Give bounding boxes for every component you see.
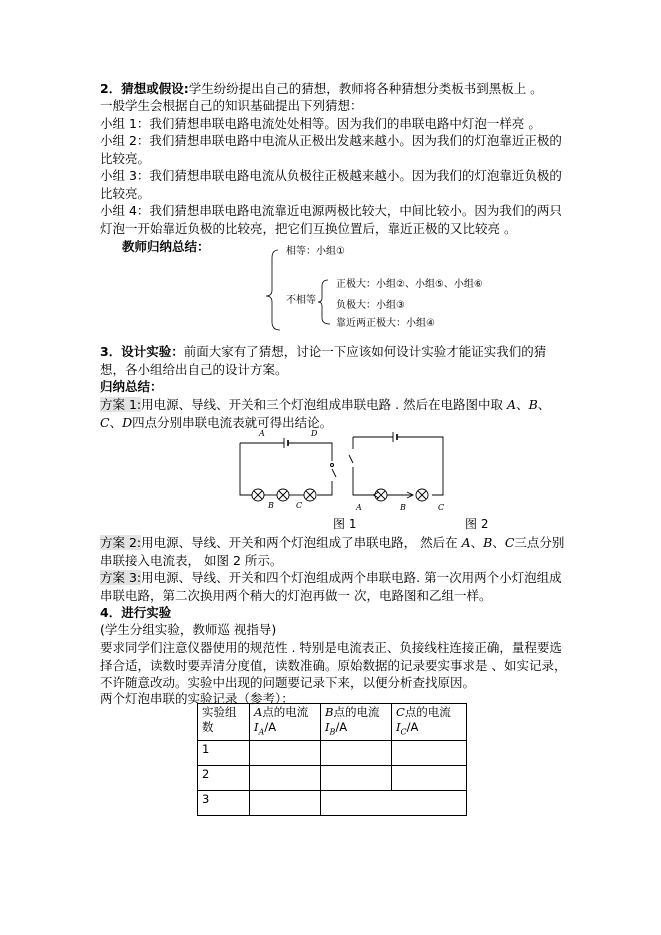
plan2-point-b: B	[483, 535, 493, 550]
row-label-3: 3	[198, 791, 250, 816]
hdr-c-i: I	[396, 720, 401, 734]
hdr-c-point: C	[396, 705, 405, 719]
s4-requirements: 要求同学们注意仪器使用的规范性 . 特别是电流表正、负接线柱连接正确，量程要选择合适，读数时要弄清分度值，读数准确。原始数据的记录要实事求是 、如实记录，不许随意改动。实验中出现的问题要记录下来，以便分析查找原因。	[100, 640, 567, 690]
plan2-part-b: 三点分别串联接入电流表， 如图 2 所示。	[100, 535, 565, 568]
header-a-current	[250, 704, 321, 741]
plan1-label: 方案 1:	[100, 397, 142, 412]
fig2-label-a: A	[356, 503, 362, 512]
s3-intro-text: 前面大家有了猜想，讨论一下应该如何设计实验才能证实我们的猜想，各小组给出自己的设计方案。	[100, 344, 547, 377]
sep-1: 、	[516, 397, 529, 412]
group1-text: 小组 1：我们猜想串联电路电流处处相等。因为我们的串联电路中灯泡一样亮 。	[100, 116, 541, 131]
point-d: D	[122, 414, 133, 430]
header-b-current	[321, 704, 392, 741]
hdr-c-unit: /A	[406, 720, 419, 734]
header-group-count: 实验组数	[198, 704, 250, 741]
table-header-row	[198, 704, 467, 741]
header-c-current	[392, 704, 467, 741]
cell-1-b	[321, 741, 392, 766]
hdr-c-text: 点的电流	[404, 705, 451, 719]
plan3-label: 方案 3:	[100, 570, 142, 585]
row-label-2: 2	[198, 766, 250, 791]
s3-heading: 3．设计实验：	[100, 344, 184, 359]
plan2-sep-1: 、	[470, 535, 484, 550]
plan2-sep-2: 、	[492, 535, 505, 550]
fig2-label-b: B	[400, 503, 406, 512]
sep-2: 、	[537, 397, 551, 412]
cell-1-c	[392, 741, 467, 766]
hdr-b-i: I	[325, 720, 330, 734]
plan2-point-c: C	[504, 535, 515, 550]
hdr-a-unit: /A	[264, 720, 277, 734]
hdr-a-point: A	[254, 705, 263, 719]
s4-sub: (学生分组实验，教师巡 视指导)	[100, 622, 277, 637]
teacher-summary-title: 教师归纳总结：	[122, 239, 210, 254]
table-title: 两个灯泡串联的实验记录（参考）：	[100, 691, 294, 706]
point-c: C	[100, 414, 110, 430]
equal-label: 相等：小组①	[286, 246, 345, 257]
table-row	[198, 766, 467, 791]
both-ends-larger-label: 靠近两正极大：小组④	[336, 318, 435, 329]
hdr-b-point: B	[325, 705, 334, 719]
plan3-text	[100, 569, 570, 604]
cell-3-bc	[321, 791, 467, 816]
group3-text: 小组 3：我们猜想串联电路电流从负极往正极越来越小。因为我们的灯泡靠近负极的比较亮。	[100, 168, 562, 201]
cell-3-a	[250, 791, 321, 816]
point-a: A	[507, 397, 517, 412]
table-row	[198, 741, 467, 766]
s3-intro	[100, 343, 570, 378]
plan1-part-a: 用电源、导线、开关和三个灯泡组成串联电路 . 然后在电路图中取	[141, 397, 508, 412]
s3-summary-title: 归纳总结：	[100, 379, 163, 394]
hdr-b-text: 点的电流	[333, 705, 380, 719]
plan2-text	[100, 534, 570, 569]
group4-text: 小组 4：我们猜想串联电路电流靠近电源两极比较大，中间比较小。因为我们的两只灯泡一开始靠近负极的比较亮，把它们互换位置后，靠近正极的又比较亮 。	[100, 203, 562, 236]
plan1-part-b: 四点分别串联电流表就可得出结论。	[132, 414, 333, 430]
unequal-label: 不相等	[286, 295, 316, 306]
experiment-record-table	[197, 703, 467, 816]
row-label-1: 1	[198, 741, 250, 766]
figure-1-caption: 图 1	[333, 517, 357, 531]
circuit-figure-1	[232, 427, 352, 515]
fig1-label-a: A	[259, 429, 265, 438]
plan3-body: 用电源、导线、开关和四个灯泡组成两个串联电路. 第一次用两个小灯泡组成串联电路，第二次换用两个稍大的灯泡再做一 次，电路图和乙组一样。	[100, 570, 562, 603]
plan2-point-a: A	[461, 535, 471, 550]
positive-larger-label: 正极大：小组②、小组⑤、小组⑥	[336, 279, 483, 290]
s2-intro2: 一般学生会根据自己的知识基础提出下列猜想：	[100, 98, 363, 113]
hdr-a-i: I	[254, 720, 259, 734]
hdr-c-sub: C	[400, 727, 407, 737]
hdr-b-unit: /A	[335, 720, 348, 734]
plan2-part-a: 用电源、导线、开关和两个灯泡组成了串联电路， 然后在	[141, 535, 462, 550]
s2-intro-line1	[100, 80, 570, 98]
cell-2-b	[321, 766, 392, 791]
fig2-label-c: C	[438, 503, 445, 512]
point-b: B	[528, 397, 538, 412]
sep-3: 、	[109, 414, 123, 430]
cell-1-a	[250, 741, 321, 766]
group2-text: 小组 2：我们猜想串联电路中电流从正极出发越来越小。因为我们的灯泡靠近正极的比较亮。	[100, 133, 562, 166]
fig1-label-c: C	[296, 501, 303, 510]
s2-heading: 2．猜想或假设:	[100, 81, 189, 96]
figure-2-caption: 图 2	[465, 517, 489, 531]
hdr-b-sub: B	[329, 727, 336, 737]
hdr-a-sub: A	[258, 727, 265, 737]
cell-2-a	[250, 766, 321, 791]
negative-larger-label: 负极大：小组③	[336, 300, 405, 311]
table-row	[198, 791, 467, 816]
s2-intro1: 学生纷纷提出自己的猜想，教师将各种猜想分类板书到黑板上 。	[188, 81, 543, 96]
fig1-label-d: D	[311, 429, 318, 438]
fig1-label-b: B	[268, 501, 274, 510]
plan1-text	[100, 396, 570, 431]
cell-2-c	[392, 766, 467, 791]
s4-heading: 4．进行实验	[100, 605, 172, 620]
plan2-label: 方案 2:	[100, 535, 142, 550]
hdr-a-text: 点的电流	[262, 705, 309, 719]
